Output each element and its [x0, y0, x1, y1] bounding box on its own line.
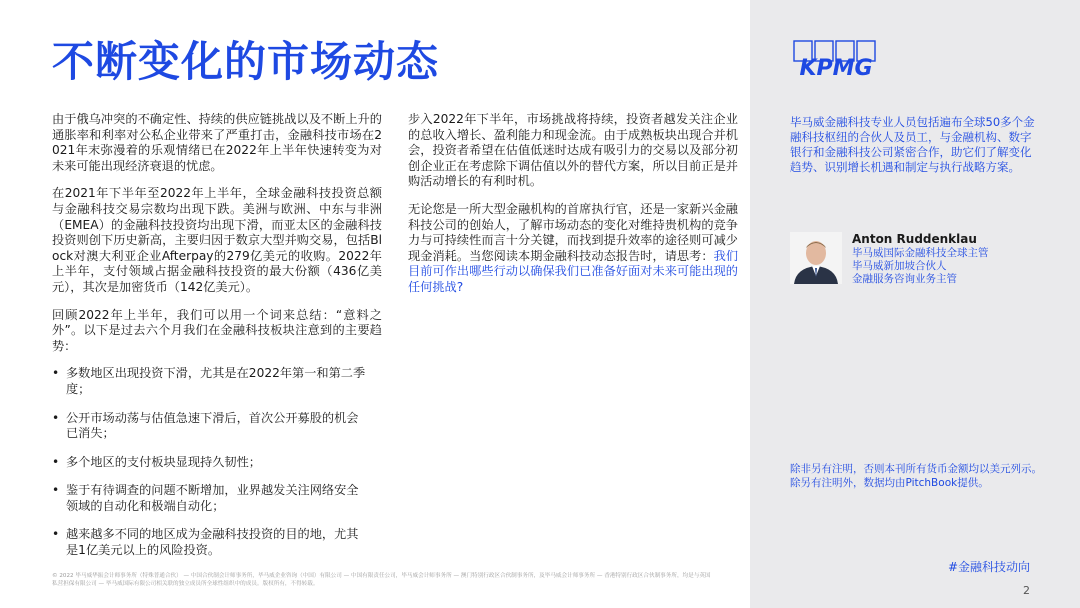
note-line: 除另有注明外，数据均由PitchBook提供。	[790, 477, 989, 489]
person-role: 毕马威新加坡合伙人	[852, 260, 947, 272]
avatar	[790, 232, 842, 284]
page-number: 2	[1023, 584, 1030, 597]
person-name: Anton Ruddenklau	[852, 232, 977, 246]
sidebar-notes	[790, 462, 1050, 490]
legal-footer: © 2022 毕马威华振会计师事务所（特殊普通合伙） — 中国合伙制会计师事务所，毕马威企业咨询（中国）有限公司 — 中国有限责任公司，毕马威会计师事务所 — 澳门特别行政区合伙制事务所，及毕马威会计师事务所 — 香港特别行政区合伙制事务所，均是与英国私营担保有限公司 — 毕马威国际有限公司相关联的独立成员所全球性组织中的成员。版权所有，不得转载。	[52, 573, 711, 587]
sidebar-panel	[750, 0, 1080, 608]
list-item: • 多数地区出现投资下滑，尤其是在2022年第一和第二季度；	[52, 366, 382, 397]
paragraph-text: 无论您是一所大型金融机构的首席执行官，还是一家新兴金融科技公司的创始人，了解市场动态的变化对维持贵机构的竞争力与可持续性而言十分关键，而找到提升效率的途径则可减少现金消耗。当您阅读本期金融科技动态报告时，请思考：	[408, 201, 738, 263]
list-item: • 公开市场动荡与估值急速下滑后，首次公开募股的机会已消失；	[52, 411, 382, 442]
list-item: • 鉴于有待调查的问题不断增加，业界越发关注网络安全领域的自动化和极端自动化；	[52, 483, 382, 514]
kpmg-logo	[790, 40, 882, 80]
person-photo-icon	[790, 232, 842, 284]
paragraph: 步入2022年下半年，市场挑战将持续，投资者越发关注企业的总收入增长、盈利能力和现金流。由于成熟板块出现合并机会，投资者希望在估值低迷时达成有吸引力的交易以及部分初创企业正在考虑除下调估值以外的替代方案，所以目前正是并购活动增长的有利时机。	[408, 112, 738, 189]
list-item: • 多个地区的支付板块显现持久韧性；	[52, 455, 382, 471]
person-role: 金融服务咨询业务主管	[852, 273, 957, 285]
text-column-left	[52, 112, 382, 572]
note-line: 除非另有注明，否则本刊所有货币金额均以美元列示。	[790, 463, 1042, 475]
logo-text: KPMG	[799, 56, 873, 80]
paragraph: 在2021年下半年至2022年上半年，全球金融科技投资总额与金融科技交易宗数均出现下跌。美洲与欧洲、中东与非洲（EMEA）的金融科技投资均出现下滑，而亚太区的金融科技投资则创下历史新高，主要归因于数京大型并购交易，包括Block对澳大利亚企业Afterpay的279亿美元的收购。2022年上半年，支付领域占据金融科技投资的最大份额（436亿美元），其次是加密货币（142亿美元）。	[52, 186, 382, 294]
paragraph	[408, 202, 738, 296]
hashtag-label: #金融科技动向	[947, 560, 1030, 574]
text-column-right	[408, 112, 738, 308]
list-item: • 越来越多不同的地区成为金融科技投资的目的地，尤其是1亿美元以上的风险投资。	[52, 527, 382, 558]
paragraph: 由于俄乌冲突的不确定性、持续的供应链挑战以及不断上升的通胀率和利率对公私企业带来了严重打击，金融科技市场在2021年末弥漫着的乐观情绪已在2022年上半年快速转变为对未来可能出现经济衰退的忧虑。	[52, 112, 382, 173]
paragraph: 回顾2022年上半年，我们可以用一个词来总结：“意料之外”。以下是过去六个月我们在金融科技板块注意到的主要趋势：	[52, 307, 382, 353]
page-title: 不断变化的市场动态	[52, 37, 440, 86]
highlight-question: 我们目前可作出哪些行动以确保我们已准备好面对未来可能出现的任何挑战?	[408, 248, 739, 294]
person-role: 毕马威国际金融科技全球主管	[852, 247, 989, 259]
sidebar-intro: 毕马威金融科技专业人员包括遍布全球50多个金融科技枢纽的合伙人及员工，与金融机构、数字银行和金融科技公司紧密合作，助它们了解变化趋势、识别增长机遇和制定与执行战略方案。	[790, 115, 1035, 174]
contact-card	[790, 232, 1050, 292]
trend-list	[52, 366, 382, 558]
